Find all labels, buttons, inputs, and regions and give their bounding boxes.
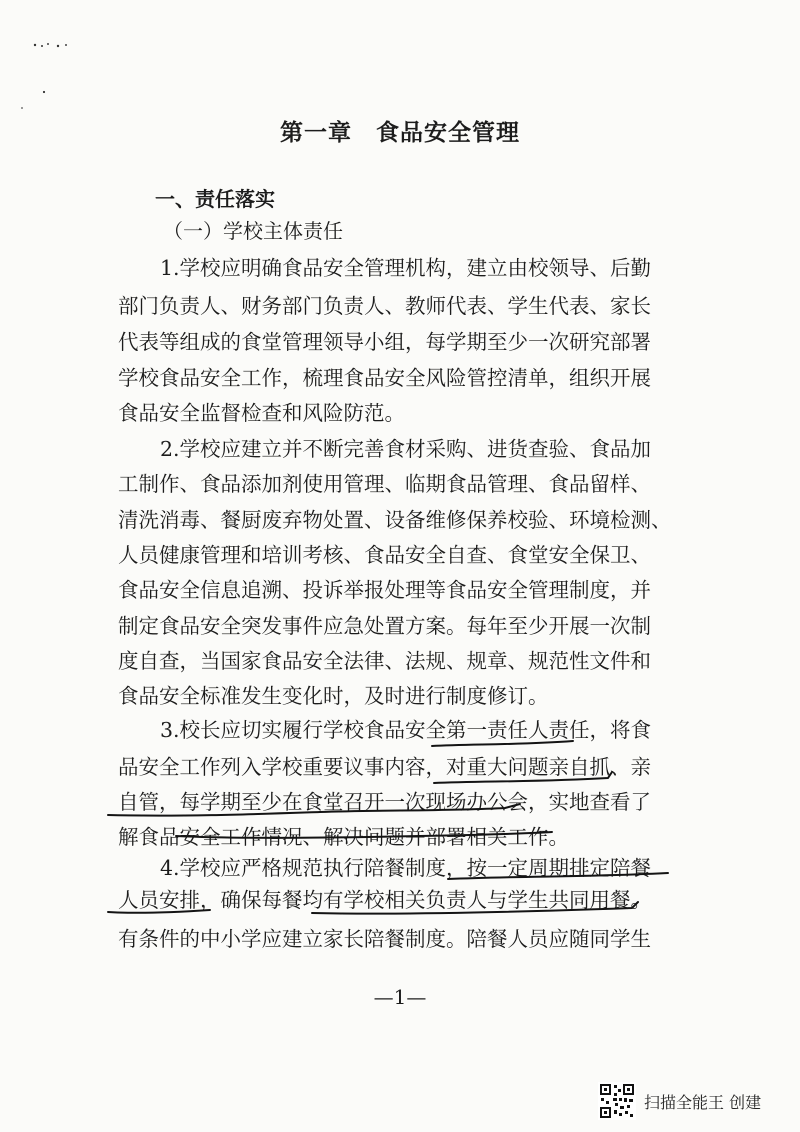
text-line: 人员健康管理和培训考核、食品安全自查、食堂安全保卫、 — [118, 543, 651, 567]
section-heading: 一、责任落实 — [155, 187, 275, 211]
text-line: 工制作、食品添加剂使用管理、临期食品管理、食品留样、 — [118, 472, 651, 496]
text-line: 部门负责人、财务部门负责人、教师代表、学生代表、家长 — [118, 294, 651, 318]
watermark-text: 扫描全能王 创建 — [644, 1092, 762, 1112]
text-line: 食品安全标准发生变化时，及时进行制度修订。 — [118, 684, 549, 708]
text-line: 解食品安全工作情况、解决问题并部署相关工作。 — [118, 825, 569, 849]
text-line: 度自查，当国家食品安全法律、法规、规章、规范性文件和 — [118, 649, 651, 673]
chapter-title: 第一章 食品安全管理 — [280, 119, 520, 146]
subsection-heading: （一）学校主体责任 — [163, 219, 343, 243]
text-line: 食品安全监督检查和风险防范。 — [118, 401, 405, 425]
text-line: 人员安排，确保每餐均有学校相关负责人与学生共同用餐。 — [118, 888, 651, 912]
page-number: —1— — [373, 985, 427, 1009]
text-line: 3.校长应切实履行学校食品安全第一责任人责任，将食 — [160, 718, 652, 742]
text-line: 有条件的中小学应建立家长陪餐制度。陪餐人员应随同学生 — [118, 927, 651, 951]
scanner-watermark — [598, 1081, 761, 1121]
text-line: 学校食品安全工作，梳理食品安全风险管控清单，组织开展 — [118, 366, 651, 390]
text-line: 制定食品安全突发事件应急处置方案。每年至少开展一次制 — [118, 614, 651, 638]
qr-code-icon — [598, 1082, 636, 1120]
text-line: 2.学校应建立并不断完善食材采购、进货查验、食品加 — [160, 437, 652, 461]
text-line: 4.学校应严格规范执行陪餐制度，按一定周期排定陪餐 — [160, 856, 652, 880]
text-line: 1.学校应明确食品安全管理机构，建立由校领导、后勤 — [160, 256, 652, 280]
text-line: 食品安全信息追溯、投诉举报处理等食品安全管理制度，并 — [118, 578, 651, 602]
text-line: 品安全工作列入学校重要议事内容，对重大问题亲自抓、亲 — [118, 755, 651, 779]
text-line: 代表等组成的食堂管理领导小组，每学期至少一次研究部署 — [118, 330, 651, 354]
text-line: 清洗消毒、餐厨废弃物处置、设备维修保养校验、环境检测、 — [118, 508, 672, 532]
text-line: 自管，每学期至少在食堂召开一次现场办公会，实地查看了 — [118, 790, 651, 814]
